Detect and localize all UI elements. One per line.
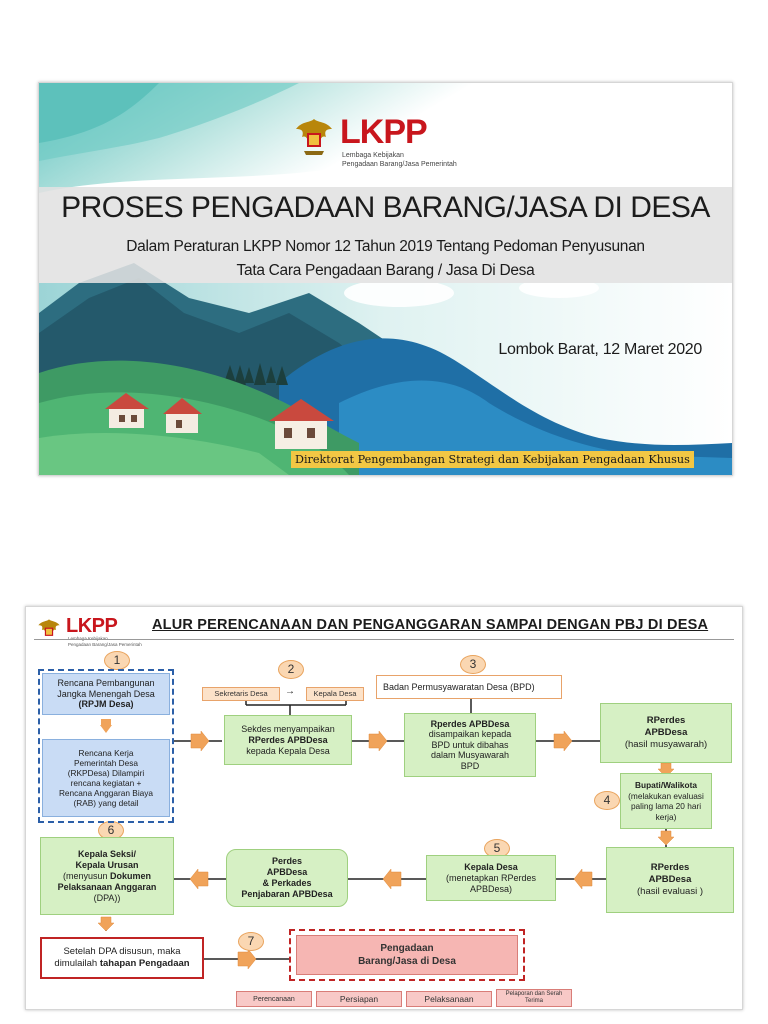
setelah-dpa-box (40, 937, 204, 979)
phase-perencanaan: Perencanaan (236, 991, 312, 1007)
arrow-right-icon: → (285, 686, 295, 697)
kepala-desa-small-box: Kepala Desa (306, 687, 364, 701)
pengadaan-b1: Pengadaan (380, 943, 434, 954)
rkp-line5: Rencana Anggaran Biaya (58, 788, 154, 798)
rpjm-desa-box (42, 673, 170, 715)
step-4-badge: 4 (594, 791, 620, 810)
bupati-bold: Bupati/Walikota (635, 780, 697, 790)
rperdes-musyawarah-box (600, 703, 732, 763)
lkpp-logo (292, 113, 492, 173)
perdes-b3: & Perkades (262, 878, 312, 888)
pengadaan-box (296, 935, 518, 975)
subtitle-line2: Tata Cara Pengadaan Barang / Jasa Di Desa (236, 262, 535, 279)
subtitle-line1: Dalam Peraturan LKPP Nomor 12 Tahun 2019 Tentang Pedoman Penyusunan (126, 238, 645, 255)
garuda-emblem-icon (292, 115, 336, 159)
bupati-line4: kerja) (655, 811, 677, 822)
perdes-b4: Penjabaran APBDesa (241, 889, 333, 899)
step-6-badge: 6 (98, 821, 124, 840)
logo-text: LKPP (340, 113, 427, 151)
rperdes-eval-line3: (hasil evaluasi ) (637, 886, 703, 897)
flow-slide (25, 606, 743, 1010)
slide-subtitle (39, 235, 732, 283)
phase-pelaporan: Pelaporan dan Serah Terima (496, 989, 572, 1007)
bpd-header-box: Badan Permusyawaratan Desa (BPD) (376, 675, 562, 699)
rperdes-musy-b1: RPerdes (646, 715, 686, 726)
rperdes-musy-line3: (hasil musyawarah) (624, 739, 708, 750)
kepala-desa-box (426, 855, 556, 901)
step-1-badge: 1 (104, 651, 130, 670)
kepala-seksi-b1: Kepala Seksi/ (77, 848, 137, 859)
title-slide (38, 82, 733, 476)
rperdes-eval-b1: RPerdes (650, 862, 690, 873)
setelah-bold: tahapan Pengadaan (99, 958, 190, 969)
bupati-walikota-box (620, 773, 712, 829)
kepala-seksi-b3: Dokumen (110, 870, 152, 881)
rperdes-bpd-line4: dalam Musyawarah (430, 750, 510, 761)
perdes-b2: APBDesa (266, 867, 308, 877)
rperdes-bpd-line2: disampaikan kepada (428, 729, 512, 740)
rperdes-evaluasi-box (606, 847, 734, 913)
kepala-desa-line2: (menetapkan RPerdes (445, 872, 537, 883)
kepala-desa-line3: APBDesa) (469, 883, 513, 894)
rkp-desa-box (42, 739, 170, 817)
kepala-seksi-b4: Pelaksanaan Anggaran (57, 881, 157, 892)
rkp-line2: Pemerintah Desa (73, 758, 139, 768)
step-5-badge: 5 (484, 839, 510, 858)
slide-title: PROSES PENGADAAN BARANG/JASA DI DESA (61, 191, 710, 224)
logo-subtitle-line2: Pengadaan Barang/Jasa Pemerintah (342, 161, 457, 168)
arrow-down-icon (100, 719, 112, 733)
logo-subtitle-line1: Lembaga Kebijakan (342, 152, 404, 159)
kepala-seksi-b2: Kepala Urusan (75, 859, 139, 870)
directorate-label: Direktorat Pengembangan Strategi dan Kebijakan Pengadaan Khusus (291, 451, 694, 468)
setelah-line2: dimulailah (54, 958, 98, 969)
sekdes-box (224, 715, 352, 765)
rkp-line6: (RAB) yang detail (73, 798, 139, 808)
rpjm-line1: Rencana Pembangunan (57, 678, 155, 689)
step-3-badge: 3 (460, 655, 486, 674)
kepala-desa-bold: Kepala Desa (464, 861, 518, 872)
rperdes-musy-b2: APBDesa (644, 727, 688, 738)
pengadaan-b2: Barang/Jasa di Desa (358, 956, 456, 967)
sekretaris-desa-box: Sekretaris Desa (202, 687, 280, 701)
rperdes-bpd-box (404, 713, 536, 777)
rkp-line4: rencana kegiatan + (70, 778, 142, 788)
sekdes-line1: Sekdes menyampaikan (241, 723, 335, 734)
bupati-line2: (melakukan evaluasi (628, 790, 704, 801)
step-7-badge: 7 (238, 932, 264, 951)
perdes-b1: Perdes (271, 856, 303, 866)
phase-persiapan: Persiapan (316, 991, 402, 1007)
perdes-apbdesa-box (226, 849, 348, 907)
event-date: Lombok Barat, 12 Maret 2020 (498, 341, 702, 358)
kepala-seksi-box (40, 837, 174, 915)
rperdes-bpd-line3: BPD untuk dibahas (431, 739, 509, 750)
phase-pelaksanaan: Pelaksanaan (406, 991, 492, 1007)
rkp-line3: (RKPDesa) Dilampiri (67, 768, 145, 778)
rperdes-bpd-bold: Rperdes APBDesa (430, 718, 510, 729)
rkp-line1: Rencana Kerja (78, 748, 134, 758)
rperdes-eval-b2: APBDesa (648, 874, 692, 885)
logo-small-subtitle-line2: Pengadaan Barang/Jasa Pemerintah (68, 642, 142, 647)
rpjm-line2: Jangka Menengah Desa (57, 688, 155, 699)
rpjm-label: (RPJM Desa) (78, 699, 134, 710)
kepala-seksi-line3: (menyusun (62, 870, 108, 881)
kepala-seksi-line5: (DPA)) (93, 892, 121, 903)
rperdes-bpd-line5: BPD (460, 760, 480, 771)
logo-text-small: LKPP (66, 615, 118, 637)
sekdes-line3: kepada Kepala Desa (246, 745, 330, 756)
bupati-line3: paling lama 20 hari (630, 801, 702, 811)
sekdes-bold: RPerdes APBDesa (248, 734, 328, 745)
setelah-line1: Setelah DPA disusun, maka (63, 946, 181, 957)
flow-title: ALUR PERENCANAAN DAN PENGANGGARAN SAMPAI DENGAN PBJ DI DESA (152, 617, 709, 633)
step-2-badge: 2 (278, 660, 304, 679)
